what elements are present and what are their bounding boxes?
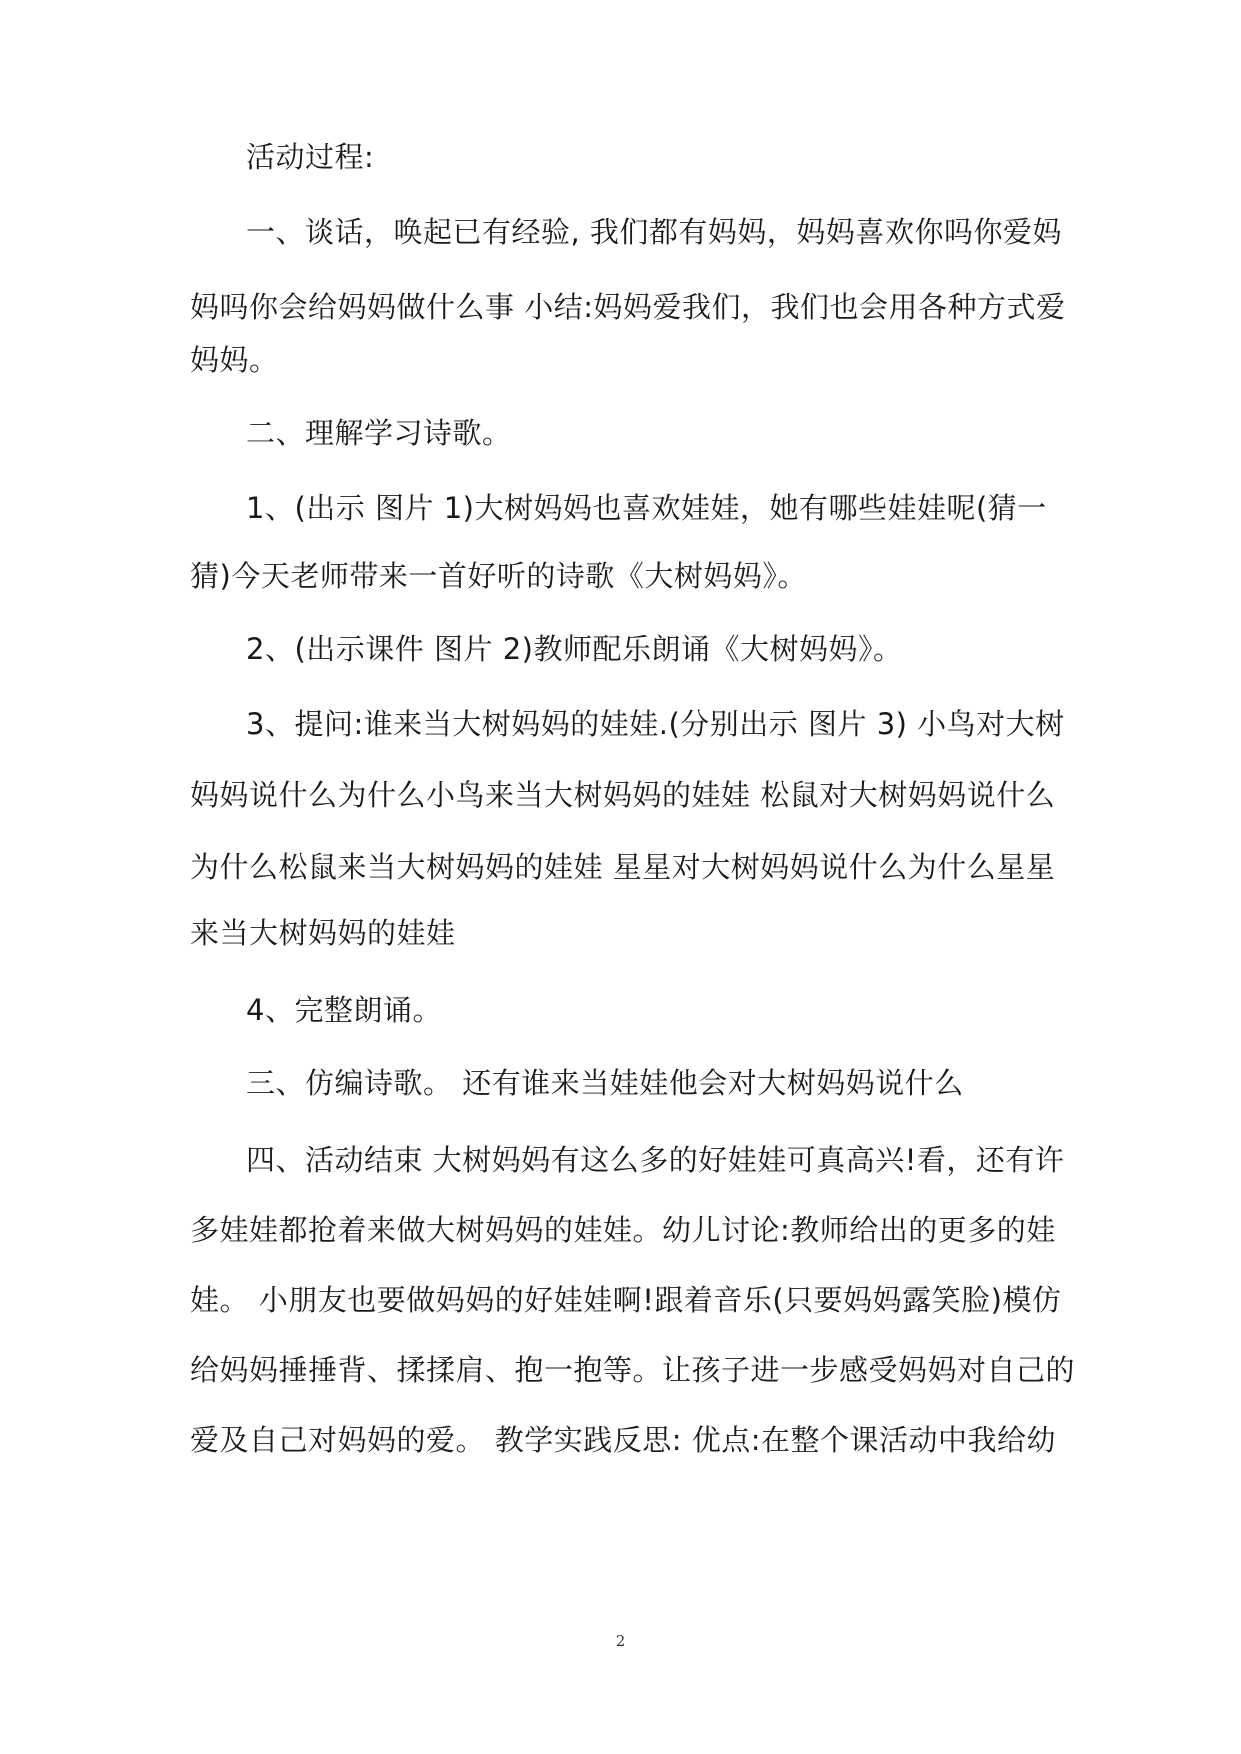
text-line: 爱及自己对妈妈的爱。 教学实践反思: 优点:在整个课活动中我给幼	[190, 1423, 1056, 1457]
text-line: 妈妈。	[190, 343, 279, 377]
text-line: 娃。 小朋友也要做妈妈的好娃娃啊!跟着音乐(只要妈妈露笑脸)模仿	[190, 1283, 1062, 1317]
text-line: 3、提问:谁来当大树妈妈的娃娃.(分别出示 图片 3) 小鸟对大树	[246, 707, 1065, 741]
text-line: 三、仿编诗歌。 还有谁来当娃娃他会对大树妈妈说什么	[246, 1066, 964, 1100]
text-line: 给妈妈捶捶背、揉揉肩、抱一抱等。让孩子进一步感受妈妈对自己的	[190, 1353, 1076, 1387]
text-line: 来当大树妈妈的娃娃	[190, 916, 456, 950]
text-line: 猜)今天老师带来一首好听的诗歌《大树妈妈》。	[190, 559, 807, 593]
text-line: 2、(出示课件 图片 2)教师配乐朗诵《大树妈妈》。	[246, 632, 903, 666]
page-number: 2	[615, 1632, 626, 1650]
text-line: 为什么松鼠来当大树妈妈的娃娃 星星对大树妈妈说什么为什么星星	[190, 850, 1056, 884]
text-line: 二、理解学习诗歌。	[246, 416, 512, 450]
text-line: 一、谈话，唤起已有经验, 我们都有妈妈，妈妈喜欢你吗你爱妈	[246, 215, 1062, 249]
text-line: 妈吗你会给妈妈做什么事 小结:妈妈爱我们，我们也会用各种方式爱	[190, 290, 1066, 324]
text-line: 4、完整朗诵。	[246, 993, 442, 1027]
text-line: 妈妈说什么为什么小鸟来当大树妈妈的娃娃 松鼠对大树妈妈说什么	[190, 778, 1056, 812]
text-line: 四、活动结束 大树妈妈有这么多的好娃娃可真高兴!看，还有许	[246, 1143, 1065, 1177]
text-line: 1、(出示 图片 1)大树妈妈也喜欢娃娃，她有哪些娃娃呢(猜一	[246, 491, 1047, 525]
text-line: 多娃娃都抢着来做大树妈妈的娃娃。幼儿讨论:教师给出的更多的娃	[190, 1213, 1056, 1247]
text-line: 活动过程:	[246, 140, 375, 174]
